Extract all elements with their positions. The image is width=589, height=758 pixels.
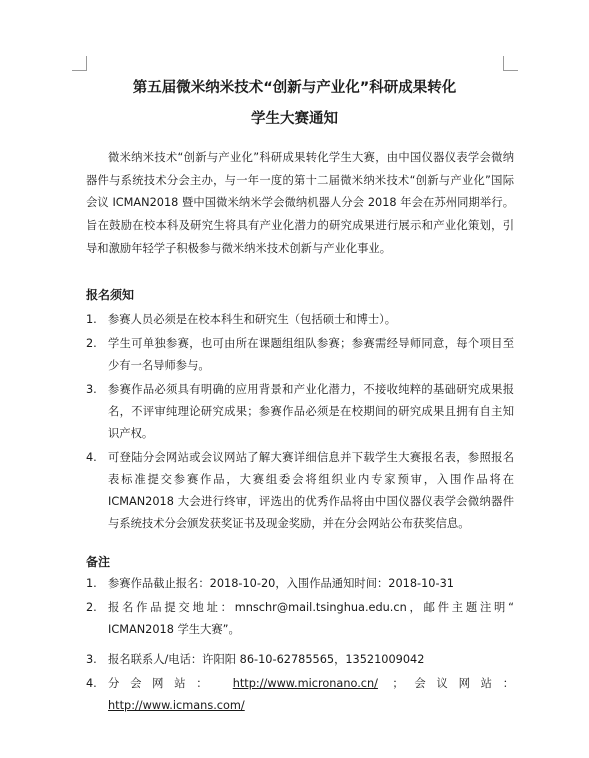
item-number: 2.: [86, 337, 97, 350]
registration-item: [86, 309, 514, 331]
item-number: 3.: [86, 653, 97, 666]
conference-website-label: ；会议网站：: [392, 677, 514, 690]
registration-heading: 报名须知: [86, 288, 135, 302]
item-number: 4.: [86, 677, 97, 690]
crop-mark-top-right: [503, 56, 518, 71]
item-number: 3.: [86, 383, 97, 396]
intro-paragraph: 微米纳米技术“创新与产业化”科研成果转化学生大赛，由中国仪器仪表学会微纳器件与系统技术分会主办，与一年一度的第十二届微米纳米技术“创新与产业化”国际会议 ICMAN2018 暨中国微米纳米学会微纳机器人分会 2018 年会在苏州同期举行。旨在鼓励在校本科及研究生将具有产业化潜力的研究成果进行展示和产业化策划，引导和激励年轻学子积极参与微米纳米技术创新与产业化事业。: [86, 151, 514, 255]
conference-website-link[interactable]: http://www.icmans.com/: [108, 699, 245, 712]
notes-item: [86, 573, 514, 595]
document-title-line2: 学生大赛通知: [251, 111, 338, 127]
website-label: 分会网站：: [108, 677, 219, 690]
registration-item: [86, 333, 514, 377]
item-number: 2.: [86, 601, 97, 614]
notes-heading: 备注: [86, 555, 111, 569]
item-text: 学生可单独参赛，也可由所在课题组组队参赛；参赛需经导师同意，每个项目至少有一名导师参与。: [108, 337, 514, 372]
item-text: 参赛作品必须具有明确的应用背景和产业化潜力，不接收纯粹的基础研究成果报名，不评审纯理论研究成果；参赛作品必须是在校期间的研究成果且拥有自主知识产权。: [108, 383, 514, 440]
notes-item: [86, 597, 514, 641]
item-number: 1.: [86, 577, 97, 590]
item-text: 报名联系人/电话：许阳阳 86-10-62785565，13521009042: [108, 653, 425, 666]
document-title-line1: 第五届微米纳米技术“创新与产业化”科研成果转化: [132, 80, 457, 96]
item-text: 报名作品提交地址：mnschr@mail.tsinghua.edu.cn，邮件主题注明“ ICMAN2018 学生大赛”。: [108, 601, 514, 636]
registration-item: [86, 379, 514, 445]
item-text: 可登陆分会网站或会议网站了解大赛详细信息并下载学生大赛报名表，参照报名表标准提交参赛作品，大赛组委会将组织业内专家预审，入围作品将在 ICMAN2018 大会进行终审，评选出的优秀作品将由中国仪器仪表学会微纳器件与系统技术分会颁发获奖证书及现金奖励，并在分会网站公布获奖信息。: [108, 451, 514, 530]
item-number: 4.: [86, 451, 97, 464]
branch-website-link[interactable]: http://www.micronano.cn/: [232, 677, 378, 690]
notes-list: [86, 573, 514, 719]
notes-item: [86, 649, 514, 671]
notes-item: [86, 673, 514, 717]
registration-item: [86, 447, 514, 535]
item-text: 参赛人员必须是在校本科生和研究生（包括硕士和博士）。: [108, 313, 397, 326]
item-number: 1.: [86, 313, 97, 326]
registration-list: [86, 309, 514, 537]
crop-mark-top-left: [72, 56, 87, 71]
item-text: 参赛作品截止报名：2018-10-20，入围作品通知时间：2018-10-31: [108, 577, 454, 590]
